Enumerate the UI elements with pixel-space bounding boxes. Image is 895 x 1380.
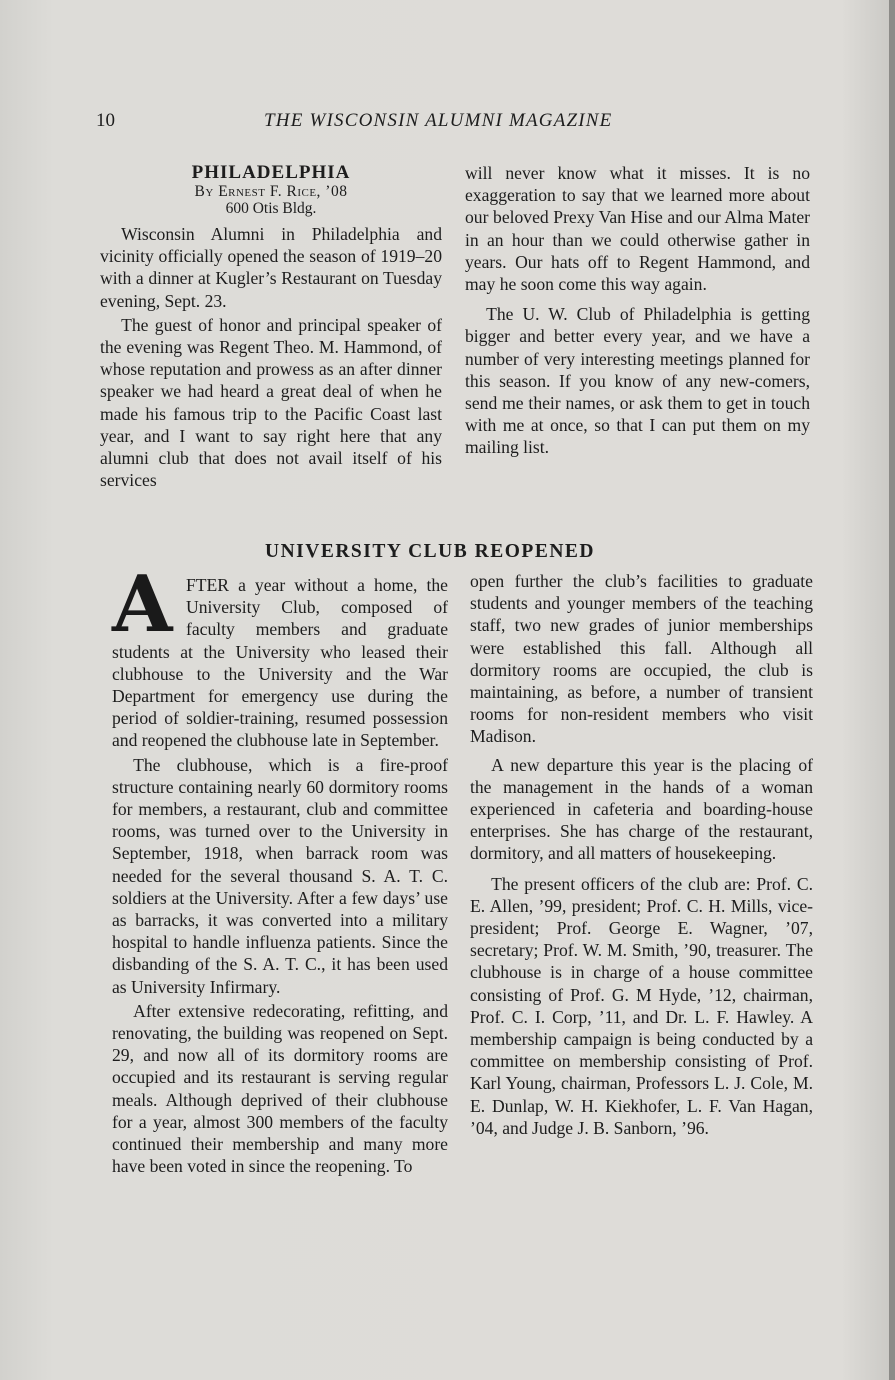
philadelphia-title: PHILADELPHIA — [191, 162, 351, 183]
drop-cap-letter: A — [112, 559, 173, 650]
philadelphia-paragraph-4: The U. W. Club of Philadelphia is getting bigger and better every year, and we have a number of very interesting meetings planned for this season. If you know of any new-comers, send me their names, or ask them to get in touch with me at once, so that I can put them on my mailing list. — [465, 304, 810, 458]
university-club-paragraph-5: A new departure this year is the placing of the management in the hands of a woman experienced in cafeteria and boarding-house enterprises. She has charge of the restaurant, dormitory, and all matters of housekeeping. — [470, 754, 813, 864]
university-club-paragraph-6: The present officers of the club are: Prof. C. E. Allen, ’99, president; Prof. C. H. Mills, vice-president; Prof. George E. Wagner, ’07, secretary; Prof. W. M. Smith, ’90, treasurer. The clubhouse is in charge of a house committee consisting of Prof. G. M Hyde, ’12, chairman, Prof. C. I. Corp, ’11, and Dr. L. F. Hawley. A membership campaign is being conducted by a committee on membership consisting of Prof. Karl Young, chairman, Professors L. J. Cole, M. E. Dunlap, W. H. Kiekhofer, L. F. Van Hagan, ’04, and Judge J. B. Sanborn, ’96. — [470, 873, 813, 1138]
university-club-paragraph-2: The clubhouse, which is a fire-proof structure containing nearly 60 dormitory rooms for members, a restaurant, club and committee rooms, was turned over to the University in September, 1918, when barrack room was needed for the several thousand S. A. T. C. soldiers at the University. After a few days’ use as barracks, it was converted into a military hospital to handle influenza patients. Since the disbanding of the S. A. T. C., it has been used as University Infirmary. — [112, 754, 448, 997]
drop-cap-box — [112, 559, 180, 650]
philadelphia-column-left — [100, 162, 442, 491]
philadelphia-address: 600 Otis Bldg. — [225, 200, 317, 217]
page-number: 10 — [96, 110, 115, 131]
university-club-paragraph-4: open further the club’s facilities to graduate students and younger members of the teaching staff, two new grades of junior memberships were established this fall. Although all dormitory rooms are occupied, the club is maintaining, as before, a number of transient rooms for non-resident members who visit Madison. — [470, 571, 813, 747]
philadelphia-paragraph-3: will never know what it misses. It is no exaggeration to say that we learned more about our beloved Prexy Van Hise and our Alma Mater in an hour than we could otherwise gather in years. Our hats off to Regent Hammond, and may he soon come this way again. — [465, 163, 810, 295]
philadelphia-paragraph-1: Wisconsin Alumni in Philadelphia and vicinity officially opened the season of 1919–20 with a dinner at Kugler’s Restaurant on Tuesday evening, Sept. 23. — [100, 224, 442, 311]
running-head — [96, 110, 656, 140]
magazine-title: THE WISCONSIN ALUMNI MAGAZINE — [264, 110, 613, 131]
university-club-headline: UNIVERSITY CLUB REOPENED — [265, 541, 595, 562]
page-edge-shadow — [889, 0, 895, 1380]
university-club-paragraph-1 — [112, 559, 448, 752]
philadelphia-paragraph-2: The guest of honor and principal speaker of the evening was Regent Theo. M. Hammond, of whose reputation and prowess as an after dinner speaker we had heard a great deal of when he made his famous trip to the Pacific Coast last year, and I want to say right here that any alumni club that does not avail itself of his services — [100, 314, 442, 491]
philadelphia-byline: By Ernest F. Rice, ’08 — [194, 183, 348, 200]
university-club-paragraph-3: After extensive redecorating, refitting, and renovating, the building was reopened on Sept. 29, and now all of its dormitory rooms are occupied and its restaurant is serving regular meals. Although deprived of their clubhouse for a year, almost 300 members of the faculty continued their membership and many more have been voted in since the reopening. To — [112, 1000, 448, 1177]
university-club-column-right — [470, 570, 813, 1139]
university-club-paragraph-1-text: FTER a year without a home, the University Club, composed of faculty members and graduate students at the University who leased their clubhouse to the University and the War Department for emergency use during the period of soldier-training, resumed possession and reopened the clubhouse late in September. — [112, 575, 448, 751]
philadelphia-column-right — [465, 162, 810, 459]
university-club-column-left — [112, 559, 448, 1177]
